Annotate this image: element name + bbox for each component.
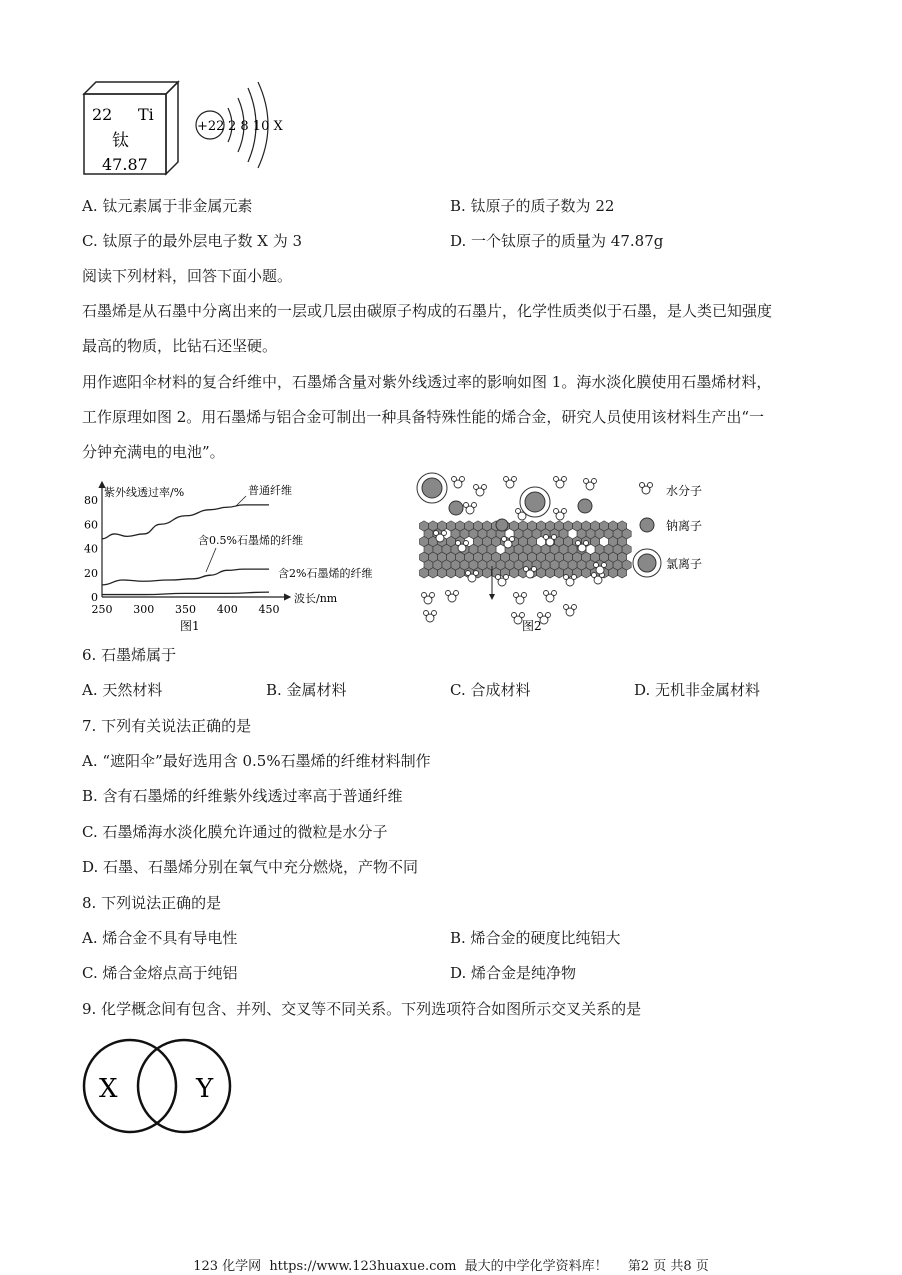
graphene-hexagon	[546, 568, 555, 578]
element-name: 钛	[112, 131, 129, 151]
chloride-ion	[520, 487, 550, 517]
q7-stem: 7. 下列有关说法正确的是	[82, 717, 252, 735]
footer-page-number: 第2 页 共8 页	[627, 1259, 709, 1274]
series-label-plain-fiber: 普通纤维	[248, 484, 292, 497]
y-tick-label: 60	[84, 518, 98, 532]
graphene-desalination-diagram	[410, 470, 720, 640]
fig2-caption: 图2	[522, 619, 542, 633]
nucleus-charge: +22	[197, 119, 225, 134]
material-paragraph-2-line-1: 用作遮阳伞材料的复合纤维中，石墨烯含量对紫外线透过率的影响如图 1。海水淡化膜使用石墨烯材料，	[82, 373, 772, 391]
sodium-ion	[496, 519, 508, 531]
graphene-hexagon	[537, 568, 546, 578]
water-molecule	[504, 477, 517, 489]
footer-slogan: 最大的中学化学资料库！	[464, 1259, 608, 1274]
x-tick-label: 400	[216, 603, 238, 616]
graphene-hexagon	[609, 568, 618, 578]
element-symbol: Ti	[138, 105, 154, 124]
series-line-1	[102, 569, 269, 585]
graphene-hexagon	[429, 568, 438, 578]
water-molecule	[464, 503, 477, 515]
graphene-hexagon	[483, 568, 492, 578]
water-molecule	[514, 593, 527, 605]
graphene-hexagon	[456, 568, 465, 578]
x-tick-label: 450	[258, 603, 280, 616]
q5-option-b: B. 钛原子的质子数为 22	[450, 197, 615, 215]
x-tick-label: 250	[91, 603, 113, 616]
q8-option-d: D. 烯合金是纯净物	[450, 964, 577, 982]
footer-site: 123 化学网	[193, 1259, 262, 1274]
water-molecule	[424, 611, 437, 623]
water-molecule	[584, 479, 597, 491]
water-molecule	[554, 509, 567, 521]
chloride-ion	[417, 473, 447, 503]
y-axis-label: 紫外线透过率/%	[104, 486, 185, 499]
q7-option-c: C. 石墨烯海水淡化膜允许通过的微粒是水分子	[82, 823, 388, 841]
sodium-ion	[578, 499, 592, 513]
q9-stem: 9. 化学概念间有包含、并列、交叉等不同关系。下列选项符合如图所示交叉关系的是	[82, 1000, 642, 1018]
graphene-hexagon	[582, 568, 591, 578]
titanium-atom-structure-diagram	[192, 80, 302, 172]
q7-option-b: B. 含有石墨烯的纤维紫外线透过率高于普通纤维	[82, 787, 403, 805]
graphene-hexagon	[510, 568, 519, 578]
venn-circle-x	[84, 1040, 176, 1132]
fig1-caption: 图1	[180, 619, 200, 633]
q6-stem: 6. 石墨烯属于	[82, 646, 177, 664]
legend-chloride	[633, 549, 661, 577]
q5-option-a: A. 钛元素属于非金属元素	[82, 197, 253, 215]
q6-option-a: A. 天然材料	[82, 681, 163, 699]
graphene-hexagon	[420, 568, 429, 578]
x-axis-label: 波长/nm	[294, 592, 338, 605]
material-paragraph-2-line-2: 工作原理如图 2。用石墨烯与铝合金可制出一种具备特殊性能的烯合金，研究人员使用该材料生产出“一	[82, 408, 764, 426]
q5-option-d: D. 一个钛原子的质量为 47.87g	[450, 232, 664, 250]
water-molecule	[544, 591, 557, 603]
graphene-hexagon	[447, 568, 456, 578]
venn-intersection-diagram	[82, 1036, 234, 1136]
water-molecule	[554, 477, 567, 489]
series-label-2-graphene: 含2%石墨烯的纤维	[278, 567, 373, 580]
material-paragraph-1-line-2: 最高的物质，比钻石还坚硬。	[82, 337, 278, 355]
legend-water-label: 水分子	[666, 484, 703, 498]
q7-option-a: A. “遮阳伞”最好选用含 0.5%石墨烯的纤维材料制作	[82, 752, 431, 770]
material-paragraph-1-line-1: 石墨烯是从石墨中分离出来的一层或几层由碳原子构成的石墨片，化学性质类似于石墨，是人类已知强度	[82, 302, 773, 320]
material-intro: 阅读下列材料，回答下面小题。	[82, 267, 293, 285]
series-label-0-5-graphene: 含0.5%石墨烯的纤维	[198, 534, 303, 547]
q8-stem: 8. 下列说法正确的是	[82, 894, 222, 912]
series-line-2	[102, 592, 269, 594]
sodium-ion	[449, 501, 463, 515]
q7-option-d: D. 石墨、石墨烯分别在氧气中充分燃烧，产物不同	[82, 858, 419, 876]
graphene-hexagon	[618, 568, 627, 578]
venn-circle-y	[138, 1040, 230, 1132]
electron-shells: 2 8 10 X	[228, 119, 283, 134]
water-molecule	[422, 593, 435, 605]
legend-sodium	[640, 518, 654, 532]
titanium-element-card	[82, 80, 182, 176]
q6-option-d: D. 无机非金属材料	[634, 681, 761, 699]
x-tick-label: 300	[133, 603, 155, 616]
venn-label-y: Y	[196, 1074, 214, 1104]
venn-label-x: X	[99, 1074, 118, 1104]
q6-option-c: C. 合成材料	[450, 681, 531, 699]
atomic-mass: 47.87	[102, 155, 148, 174]
q8-option-c: C. 烯合金熔点高于纯铝	[82, 964, 238, 982]
material-paragraph-2-line-3: 分钟充满电的电池”。	[82, 443, 225, 461]
atomic-number: 22	[92, 105, 113, 124]
graphene-hexagon	[438, 568, 447, 578]
y-tick-label: 40	[84, 542, 98, 556]
y-tick-label: 20	[84, 566, 98, 580]
q8-option-b: B. 烯合金的硬度比纯铝大	[450, 929, 621, 947]
water-molecule	[474, 485, 487, 497]
q8-option-a: A. 烯合金不具有导电性	[82, 929, 238, 947]
y-tick-label: 0	[91, 591, 98, 604]
page-footer	[0, 1255, 902, 1274]
x-tick-label: 350	[175, 603, 196, 616]
graphene-hexagon	[555, 568, 564, 578]
legend-chloride-label: 氯离子	[666, 557, 703, 571]
q6-option-b: B. 金属材料	[266, 681, 347, 699]
y-tick-label: 80	[84, 494, 98, 507]
q5-option-c: C. 钛原子的最外层电子数 X 为 3	[82, 232, 303, 250]
legend-sodium-label: 钠离子	[666, 519, 703, 533]
uv-transmittance-chart	[82, 474, 402, 640]
water-molecule	[446, 591, 459, 603]
legend-water	[640, 483, 653, 495]
footer-url[interactable]: https://www.123huaxue.com	[269, 1259, 457, 1274]
water-molecule	[452, 477, 465, 489]
water-molecule	[564, 605, 577, 617]
